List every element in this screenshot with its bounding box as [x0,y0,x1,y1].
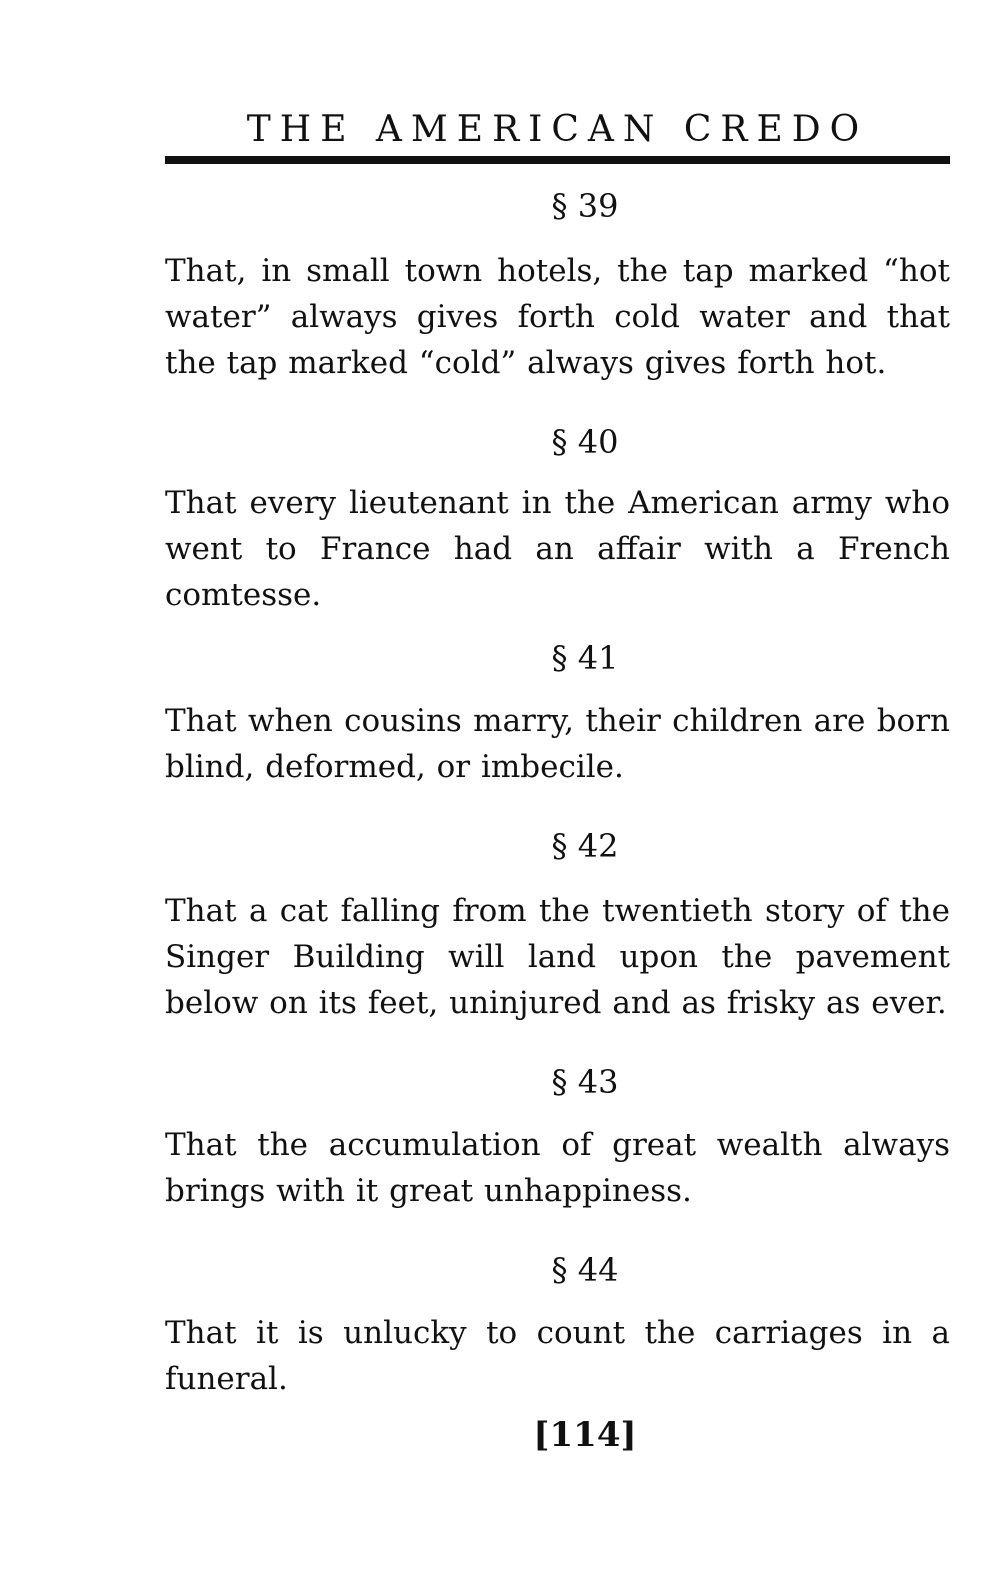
section-44 [165,1250,950,1402]
section-text: That a cat falling from the twentieth story of the Singer Building will land upon the pavement below on its feet, uninjured and as frisky as ever. [165,893,950,1021]
section-text: That when cousins marry, their children are born blind, deformed, or imbecile. [165,703,950,785]
section-text: That, in small town hotels, the tap marked “hot water” always gives forth cold water and that the tap marked “cold” always gives forth hot. [165,253,950,381]
header-rule [165,156,950,164]
section-42 [165,826,950,1026]
section-39 [165,186,950,386]
section-41 [165,638,950,790]
running-title: THE AMERICAN CREDO [246,109,869,150]
section-text: That the accumulation of great wealth always brings with it great unhappiness. [165,1127,950,1209]
section-text: That it is unlucky to count the carriages in a funeral. [165,1315,950,1397]
section-43 [165,1062,950,1214]
book-page [165,108,950,1456]
section-number: § 44 [551,1251,619,1289]
page-number: [114] [533,1415,637,1455]
section-number: § 42 [551,827,619,865]
section-40 [165,422,950,618]
section-number: § 41 [551,639,619,677]
section-text: That every lieutenant in the American army who went to France had an affair with a French comtesse. [165,485,950,613]
section-number: § 40 [551,423,619,461]
section-number: § 43 [551,1063,619,1101]
section-number: § 39 [551,187,619,225]
